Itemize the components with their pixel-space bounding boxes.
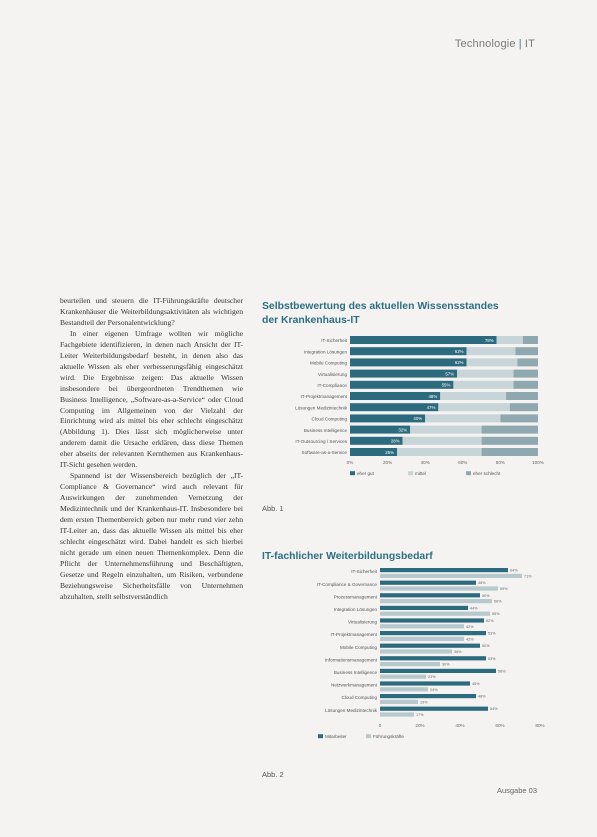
chart1-category-label: Virtualisierung [317, 371, 347, 377]
chart2-bar-1 [380, 675, 426, 679]
chart2-bar-1 [380, 624, 464, 628]
chart1-bar-1 [497, 336, 523, 344]
chart2-data-label: 42% [466, 637, 474, 642]
chart2-data-label: 58% [498, 669, 506, 674]
chart2-data-label: 64% [510, 568, 518, 573]
chart2-data-label: 19% [420, 700, 428, 705]
chart2-bar-0 [380, 581, 476, 585]
paragraph-1: beurteilen und steuern die IT-Führungskräfte deutscher Krankenhäuser die Weiterbildungsaktivitäten als wichtigen Bestandteil der Personalentwicklung? [60, 296, 243, 327]
chart2-bar-1 [380, 612, 490, 616]
chart1-bar-1 [410, 426, 481, 434]
chart2-bar-0 [380, 593, 480, 597]
chart2-bar-0 [380, 707, 488, 711]
chart1-data-label: 62% [454, 349, 464, 354]
chart1-bar-0 [350, 336, 497, 344]
article-body [60, 296, 243, 603]
chart2-data-label: 55% [492, 612, 500, 617]
chart1-bar-0 [350, 358, 467, 366]
chart2-data-label: 30% [442, 662, 450, 667]
chart1-category-label: Software-as-a-Service [301, 450, 347, 456]
chart2-category-label: Virtualisierung [347, 619, 377, 625]
chart1-title [262, 300, 499, 327]
chart1-legend-swatch [350, 471, 355, 475]
chart2-bar-1 [380, 700, 418, 704]
chart2-data-label: 56% [494, 599, 502, 604]
chart1-bar-1 [397, 448, 482, 456]
chart2-category-label: Prozessmanagement [333, 594, 377, 600]
chart1-bar-1 [467, 358, 518, 366]
chart2-bar-0 [380, 606, 468, 610]
chart1-category-label: Business Intelligence [303, 427, 347, 433]
chart1-data-label: 32% [398, 427, 408, 433]
chart2-caption: Abb. 2 [262, 770, 284, 779]
chart2-data-label: 42% [466, 624, 474, 629]
chart1-category-label: Cloud Computing [311, 416, 347, 422]
chart2-data-label: 23% [428, 675, 436, 680]
chart2-bar-1 [380, 662, 440, 666]
chart1-data-label: 62% [454, 360, 464, 366]
chart1-bar-2 [510, 403, 538, 411]
chart1-bar-0 [350, 381, 453, 389]
chart1-bar-0 [350, 392, 440, 400]
page-number: 03 [528, 786, 537, 795]
chart2-legend-label: Mitarbeiter [325, 734, 347, 740]
chart1 [258, 333, 548, 493]
chart1-data-label: 48% [428, 393, 438, 399]
chart2-data-label: 52% [486, 619, 494, 623]
chart1-data-label: 25% [385, 449, 394, 455]
chart2-data-label: 71% [524, 574, 532, 579]
chart2-legend-label: Führungskräfte [373, 734, 404, 740]
chart1-tick-label: 100% [532, 460, 544, 466]
chart2-bar-1 [380, 687, 428, 691]
chart1-tick-label: 0% [346, 460, 354, 466]
chart2-category-label: Business Intelligence [333, 670, 377, 675]
chart2-bar-1 [380, 649, 452, 653]
chart1-data-label: 57% [445, 371, 455, 377]
chart1-data-label: 55% [441, 382, 451, 388]
chart1-tick-label: 40% [420, 460, 430, 466]
chart2-bar-0 [380, 618, 484, 622]
chart2-title: IT-fachlicher Weiterbildungsbedarf [262, 551, 433, 562]
chart1-bar-1 [425, 414, 500, 422]
section-header [455, 38, 535, 50]
chart2-data-label: 48% [478, 694, 486, 699]
chart2 [258, 566, 548, 762]
chart1-bar-0 [350, 403, 438, 411]
chart2-data-label: 45% [472, 682, 480, 686]
chart1-bar-1 [453, 381, 513, 389]
chart1-bar-1 [440, 392, 506, 400]
chart1-bar-2 [517, 358, 538, 366]
chart2-category-label: IT-Projektmanagement [330, 632, 377, 638]
chart2-bar-1 [380, 586, 498, 590]
page-footer [497, 786, 537, 795]
chart2-data-label: 50% [482, 644, 490, 649]
chart2-category-label: Lösungen Medizintechnik [325, 707, 377, 713]
chart2-data-label: 17% [416, 713, 424, 717]
chart2-tick-label: 60% [495, 723, 505, 729]
chart1-data-label: 28% [390, 438, 400, 444]
chart1-data-label: 40% [413, 416, 423, 422]
chart1-category-label: Mobile Computing [309, 360, 347, 366]
chart2-data-label: 24% [430, 687, 438, 692]
chart1-bar-2 [482, 448, 538, 456]
chart2-bar-0 [380, 644, 480, 648]
chart2-legend-swatch [318, 734, 323, 738]
chart1-bar-2 [514, 370, 538, 378]
chart1-bar-1 [403, 437, 482, 445]
chart2-bar-1 [380, 637, 464, 641]
chart2-category-label: Cloud Computing [341, 695, 377, 701]
chart1-tick-label: 20% [382, 460, 393, 466]
chart1-category-label: IT-Compliance [317, 383, 347, 388]
chart2-category-label: IT-Compliance & Governance [316, 581, 377, 587]
chart2-bar-0 [380, 568, 508, 572]
chart2-tick-label: 40% [455, 723, 465, 729]
chart1-bar-2 [515, 347, 538, 355]
chart2-tick-label: 20% [415, 723, 425, 729]
chart2-bar-1 [380, 712, 414, 716]
chart2-category-label: IT-Sicherheit [351, 569, 377, 575]
chart1-tick-label: 80% [495, 460, 506, 466]
chart2-data-label: 36% [454, 650, 462, 654]
chart1-legend-swatch [466, 471, 471, 475]
chart2-bar-1 [380, 574, 522, 578]
chart2-tick-label: 80% [535, 723, 545, 729]
footer-text: Ausgabe [496, 786, 527, 795]
chart2-data-label: 53% [488, 631, 496, 636]
chart1-bar-0 [350, 370, 457, 378]
chart2-category-label: Integration Lösungen [333, 607, 377, 612]
chart1-category-label: IT-Sicherheit [321, 338, 347, 344]
chart1-tick-label: 60% [458, 460, 468, 466]
chart2-bar-0 [380, 694, 476, 698]
chart1-bar-2 [506, 392, 538, 400]
chart2-category-label: Mobile Computing [339, 644, 377, 650]
chart2-data-label: 44% [470, 606, 478, 611]
chart1-caption: Abb. 1 [262, 504, 284, 513]
chart2-category-label: Informationsmanagement [324, 657, 377, 663]
chart1-bar-1 [438, 403, 509, 411]
chart1-bar-0 [350, 347, 467, 355]
paragraph-2: In einer eigenen Umfrage wollten wir mögliche Fachgebiete identifizieren, in denen nach Ansicht der IT-Leiter Weiterbildungsbedarf besteht, in denen also das aktuelle Wissen als eher verbesserungsfähig eingeschätzt wird. Die Ergebnisse zeigen: Das aktuelle Wissen insbesondere bei übergeordneten Trendthemen wie Business Intelligence, „Software-as-a-Service“ oder Cloud Computing im Allgemeinen von der Vielzahl der Einrichtung wird als mittel bis eher schlecht eingeschätzt (Abbildung 1). Dies lässt sich möglicherweise unter anderem damit die Ursache erklären, dass diese Themen eher abseits der relevanten Kernthemen aus Krankenhaus-IT-Sicht gesehen werden. [60, 328, 243, 470]
chart2-tick-label: 0 [378, 723, 382, 729]
chart2-data-label: 48% [478, 581, 486, 586]
chart1-data-label: 47% [426, 405, 436, 410]
chart1-category-label: IT-Outsourcing / Services [295, 439, 347, 444]
section-title: Technologie [454, 38, 516, 50]
chart1-category-label: Lösungen Medizintechnik [295, 405, 347, 411]
chart1-category-label: IT-Projektmanagement [300, 394, 347, 400]
chart1-bar-2 [482, 426, 538, 434]
chart2-bar-1 [380, 599, 492, 603]
chart1-bar-1 [457, 370, 513, 378]
chart1-category-label: Integration Lösungen [303, 349, 347, 355]
chart2-category-label: Netzwerkmanagement [331, 682, 377, 688]
chart2-legend-swatch [366, 734, 371, 738]
chart1-legend-label: mittel [415, 471, 426, 477]
paragraph-3: Spannend ist der Wissensbereich bezüglich der „IT-Compliance & Governance“ wird auch relevant für Auswirkungen der zunehmenden Vernetzung der Medizintechnik und der Krankenhaus-IT. Insbesondere bei dem ersten Themenbereich geben nur mehr rund vier zehn IT-Leiter an, dass das aktuelle Wissen als mittel bis eher schlecht eingeschätzt wird. Dabei handelt es sich hierbei nicht gerade um einen neuen Themenkomplex. Denn die Pflicht der Unternehmensführung und Beschäftigten, Gesetze und Regeln einzuhalten, um Risiken, verbundene Beziehungsweise Sicherheitsfälle von Unternehmen abzuhalten, stellt selbstverständlich [60, 471, 243, 601]
chart2-bar-0 [380, 681, 470, 685]
chart1-bar-1 [467, 347, 516, 355]
chart2-data-label: 50% [482, 593, 490, 598]
chart2-data-label: 59% [500, 587, 508, 591]
chart1-title-line2: der Krankenhaus-IT [262, 314, 360, 326]
chart1-legend-label: eher gut [357, 471, 374, 477]
chart1-bar-2 [482, 437, 538, 445]
chart1-bar-2 [514, 381, 538, 389]
chart1-bar-2 [500, 414, 538, 422]
chart1-legend-label: eher schlecht [473, 471, 501, 477]
chart1-legend-swatch [408, 471, 413, 475]
chart2-data-label: 53% [488, 656, 496, 661]
separator: | [518, 38, 522, 50]
chart1-bar-2 [523, 336, 538, 344]
chart2-bar-0 [380, 631, 486, 635]
chart2-data-label: 54% [490, 707, 498, 712]
chart2-bar-0 [380, 656, 486, 660]
section-sub: IT [524, 38, 535, 50]
chart2-bar-0 [380, 669, 496, 673]
chart1-title-line1: Selbstbewertung des aktuellen Wissensstandes [262, 301, 499, 312]
chart1-data-label: 78% [484, 337, 494, 343]
